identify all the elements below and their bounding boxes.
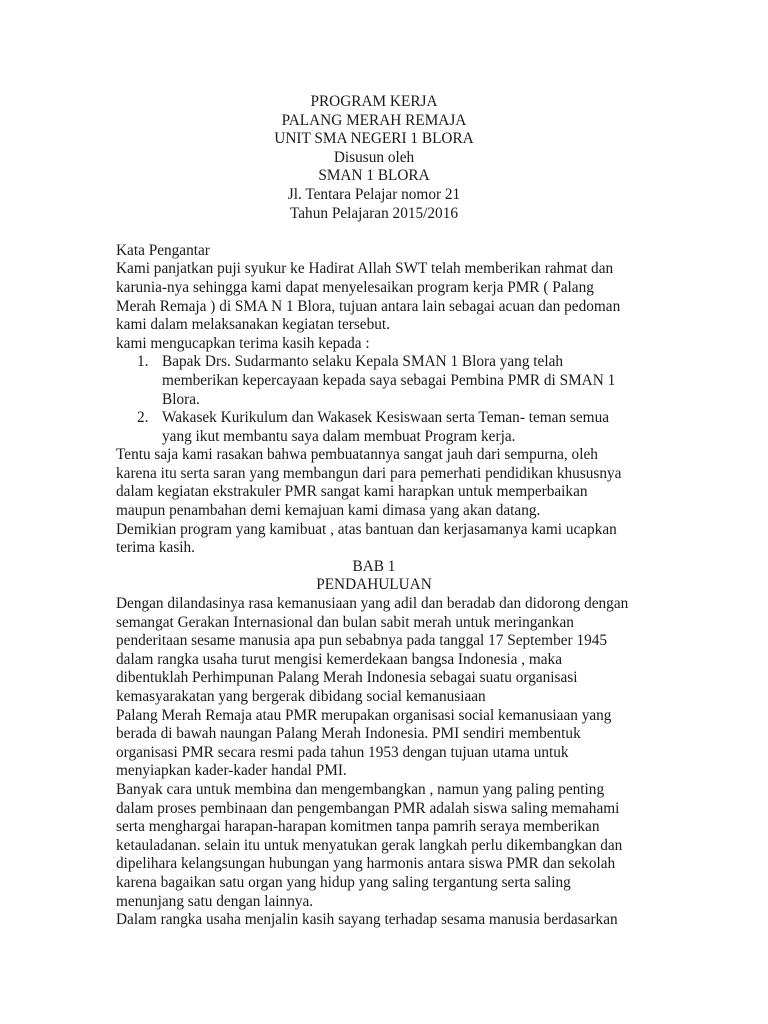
- list-item-number: 2.: [137, 409, 149, 427]
- list-item-number: 1.: [137, 353, 149, 371]
- title-line-unit: UNIT SMA NEGERI 1 BLORA: [274, 130, 474, 148]
- chapter-paragraph-2: Palang Merah Remaja atau PMR merupakan organisasi social kemanusiaan yang berada di bawah naungan Palang Merah Indonesia. PMI sendiri membentuk organisasi PMR secara resmi pada tahun 1953 dengan tujuan utama untuk menyiapkan kader-kader handal PMI.: [116, 706, 612, 780]
- list-item: [137, 353, 632, 409]
- chapter-paragraph-4: Dalam rangka usaha menjalin kasih sayang terhadap sesama manusia berdasarkan: [116, 911, 618, 929]
- chapter-title: PENDAHULUAN: [316, 576, 432, 594]
- title-line-school: SMAN 1 BLORA: [318, 167, 430, 185]
- title-line-address: Jl. Tentara Pelajar nomor 21: [287, 185, 461, 203]
- preface-paragraph-1: Kami panjatkan puji syukur ke Hadirat Allah SWT telah memberikan rahmat dan karunia-nya sehingga kami dapat menyelesaikan program kerja PMR ( Palang Merah Remaja ) di SMA N 1 Blora, tujuan antara lain sebagai acuan dan pedoman kami dalam melaksanakan kegiatan tersebut.: [116, 260, 621, 334]
- preface-paragraph-3: Tentu saja kami rasakan bahwa pembuatannya sangat jauh dari sempurna, oleh karena itu serta saran yang membangun dari para pemerhati pendidikan khususnya dalam kegiatan ekstrakuler PMR sangat kami harapkan untuk memperbaikan maupun penambahan demi kemajuan kami dimasa yang akan datang.: [116, 446, 622, 520]
- title-line-compiled-by: Disusun oleh: [333, 148, 415, 166]
- list-item-text: Bapak Drs. Sudarmanto selaku Kepala SMAN 1 Blora yang telah memberikan kepercayaan kepada saya sebagai Pembina PMR di SMAN 1 Blora.: [162, 353, 616, 408]
- list-item-text: Wakasek Kurikulum dan Wakasek Kesiswaan serta Teman- teman semua yang ikut membantu saya dalam membuat Program kerja.: [162, 409, 610, 445]
- thanks-list: [116, 353, 632, 446]
- title-line-academic-year: Tahun Pelajaran 2015/2016: [289, 204, 458, 222]
- title-line-program-kerja: PROGRAM KERJA: [310, 93, 438, 110]
- list-item: [137, 409, 632, 446]
- title-block: [116, 93, 632, 223]
- preface-paragraph-2: kami mengucapkan terima kasih kepada :: [116, 334, 370, 352]
- chapter-number: BAB 1: [352, 557, 396, 575]
- title-line-organization: PALANG MERAH REMAJA: [281, 111, 467, 129]
- preface-heading: Kata Pengantar: [116, 241, 210, 259]
- preface-paragraph-4: Demikian program yang kamibuat , atas bantuan dan kerjasamanya kami ucapkan terima kasih.: [116, 520, 617, 557]
- chapter-paragraph-3: Banyak cara untuk membina dan mengembangkan , namun yang paling penting dalam proses pembinaan dan pengembangan PMR adalah siswa saling memahami serta menghargai harapan-harapan komitmen tanpa pamrih seraya memberikan ketauladanan. selain itu untuk menyatukan gerak langkah perlu dikembangkan dan dipelihara kelangsungan hubungan yang harmonis antara siswa PMR dan sekolah karena bagaikan satu organ yang hidup yang saling tergantung serta saling menunjang satu dengan lainnya.: [116, 780, 623, 910]
- chapter-paragraph-1: Dengan dilandasinya rasa kemanusiaan yang adil dan beradab dan didorong dengan semangat Gerakan Internasional dan bulan sabit merah untuk meringankan penderitaan sesame manusia apa pun sebabnya pada tanggal 17 September 1945 dalam rangka usaha turut mengisi kemerdekaan bangsa Indonesia , maka dibentuklah Perhimpunan Palang Merah Indonesia sebagai suatu organisasi kemasyarakatan yang bergerak dibidang social kemanusiaan: [116, 595, 629, 705]
